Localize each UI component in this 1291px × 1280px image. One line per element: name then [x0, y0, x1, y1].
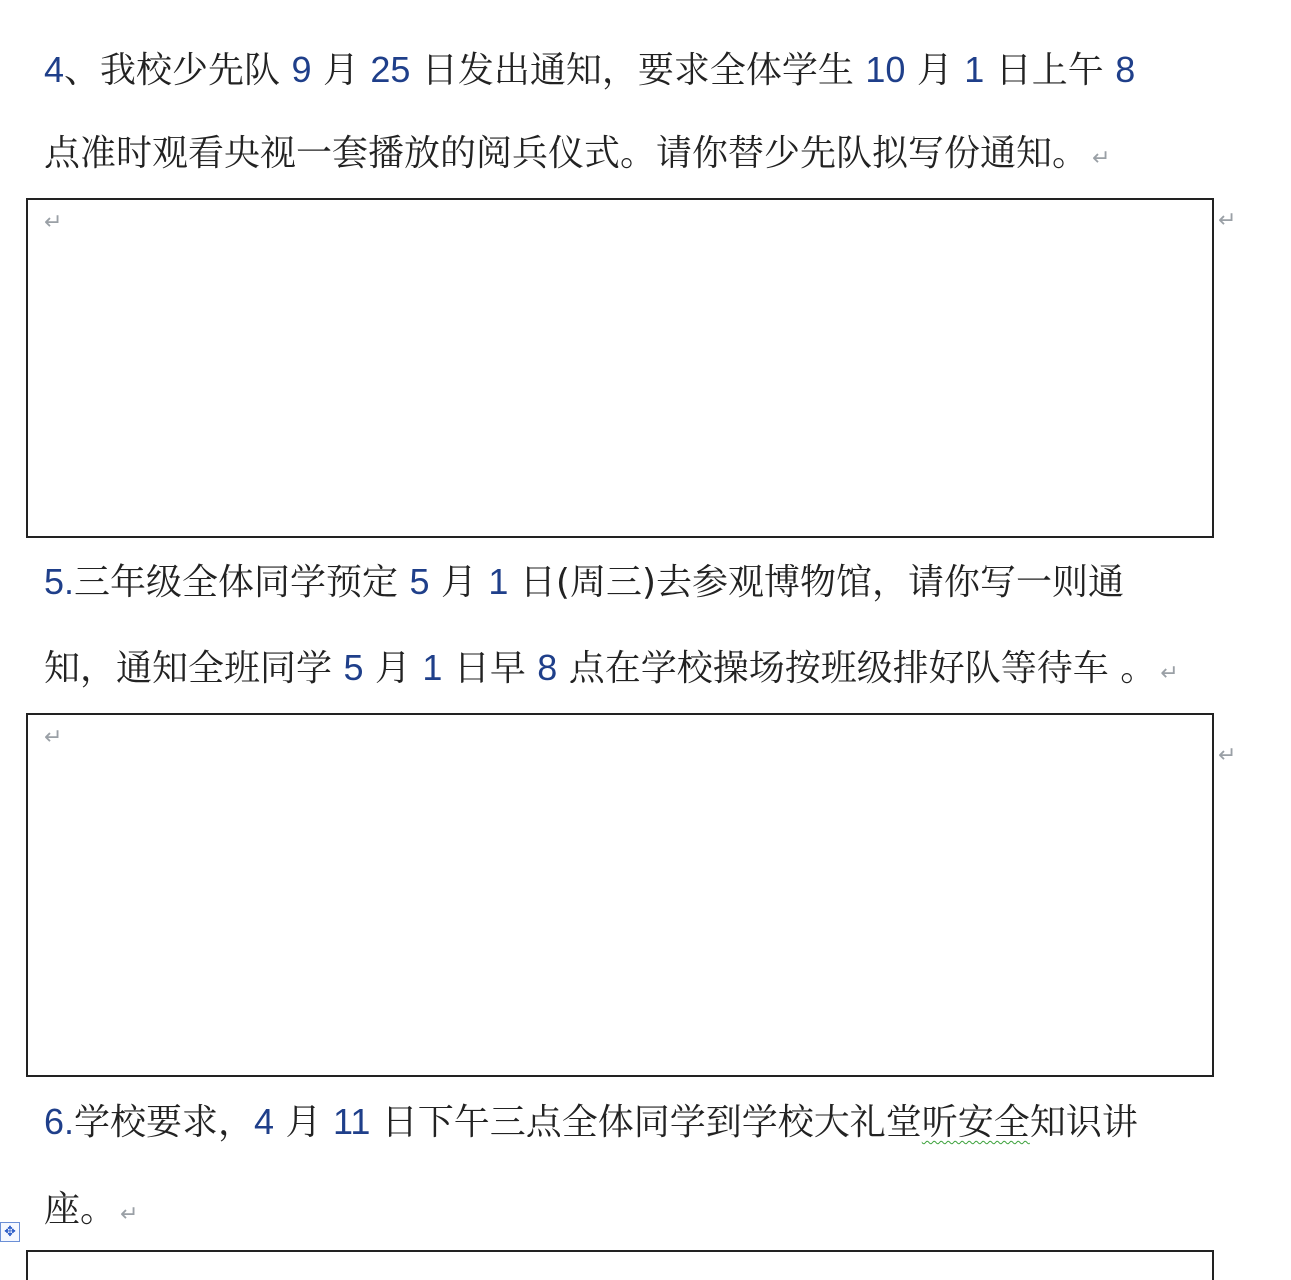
q4-text: 月	[311, 50, 371, 91]
paragraph-mark-icon: ↵	[1160, 661, 1179, 686]
q4-line-2	[44, 132, 1110, 181]
q5-text: 三年级全体同学预定	[74, 562, 410, 603]
q5-text: 知，通知全班同学	[44, 648, 344, 689]
q6-text: 学校要求，	[74, 1102, 255, 1143]
cell-mark-icon: ↵	[44, 725, 63, 750]
q5-day: 1	[488, 561, 509, 602]
q5-line-1	[44, 560, 1124, 605]
q4-answer-box[interactable]	[26, 198, 1214, 538]
q6-text: 日下午三点全体同学到学校大礼堂	[370, 1102, 922, 1143]
q4-text: 日发出通知，要求全体学生	[410, 50, 866, 91]
q4-text: 日上午	[984, 50, 1116, 91]
q6-month: 4	[254, 1101, 275, 1142]
q4-text: 、我校少先队	[64, 50, 292, 91]
q5-line-2	[44, 646, 1179, 696]
q6-line-1	[44, 1100, 1138, 1145]
q4-month-sent: 9	[291, 49, 312, 90]
row-end-mark-icon: ↵	[1218, 743, 1237, 768]
q4-day-event: 1	[964, 49, 985, 90]
q5-text: 点在学校操场按班级排好队等待车 。	[557, 648, 1157, 689]
move-icon[interactable]: ✥	[0, 1222, 20, 1242]
q5-text: 日早	[442, 648, 538, 689]
q6-text: 月	[274, 1102, 333, 1143]
q5-day: 1	[422, 647, 443, 688]
paragraph-mark-icon: ↵	[120, 1202, 139, 1227]
q5-hour: 8	[537, 647, 558, 688]
q6-grammar-flag[interactable]: 听安全	[921, 1102, 1030, 1143]
q6-text: 知识讲	[1029, 1102, 1138, 1143]
cell-mark-icon: ↵	[44, 210, 63, 235]
paragraph-mark-icon: ↵	[1092, 146, 1111, 171]
q5-answer-box[interactable]	[26, 713, 1214, 1077]
row-end-mark-icon: ↵	[1218, 208, 1237, 233]
q5-text: 月	[363, 648, 423, 689]
q5-month: 5	[343, 647, 364, 688]
q5-text: 日(	[508, 562, 570, 603]
q4-line-1	[44, 48, 1135, 93]
q5-weekday: 周三	[569, 562, 642, 603]
q6-answer-box[interactable]	[26, 1250, 1214, 1280]
q5-number: 5.	[44, 561, 75, 602]
q5-month: 5	[409, 561, 430, 602]
q4-day-sent: 25	[370, 49, 411, 90]
q6-day: 11	[332, 1101, 371, 1142]
q5-text: 月	[429, 562, 489, 603]
q6-text: 座。	[44, 1189, 117, 1230]
q4-text: 月	[905, 50, 965, 91]
q4-hour: 8	[1115, 49, 1136, 90]
q4-number: 4	[44, 49, 65, 90]
q5-text: )去参观博物馆，请你写一则通	[641, 562, 1124, 603]
q4-month-event: 10	[865, 49, 906, 90]
q6-number: 6.	[44, 1101, 75, 1142]
q4-text: 点准时观看央视一套播放的阅兵仪式。请你替少先队拟写份通知。	[44, 133, 1089, 174]
q6-line-2	[44, 1188, 138, 1237]
